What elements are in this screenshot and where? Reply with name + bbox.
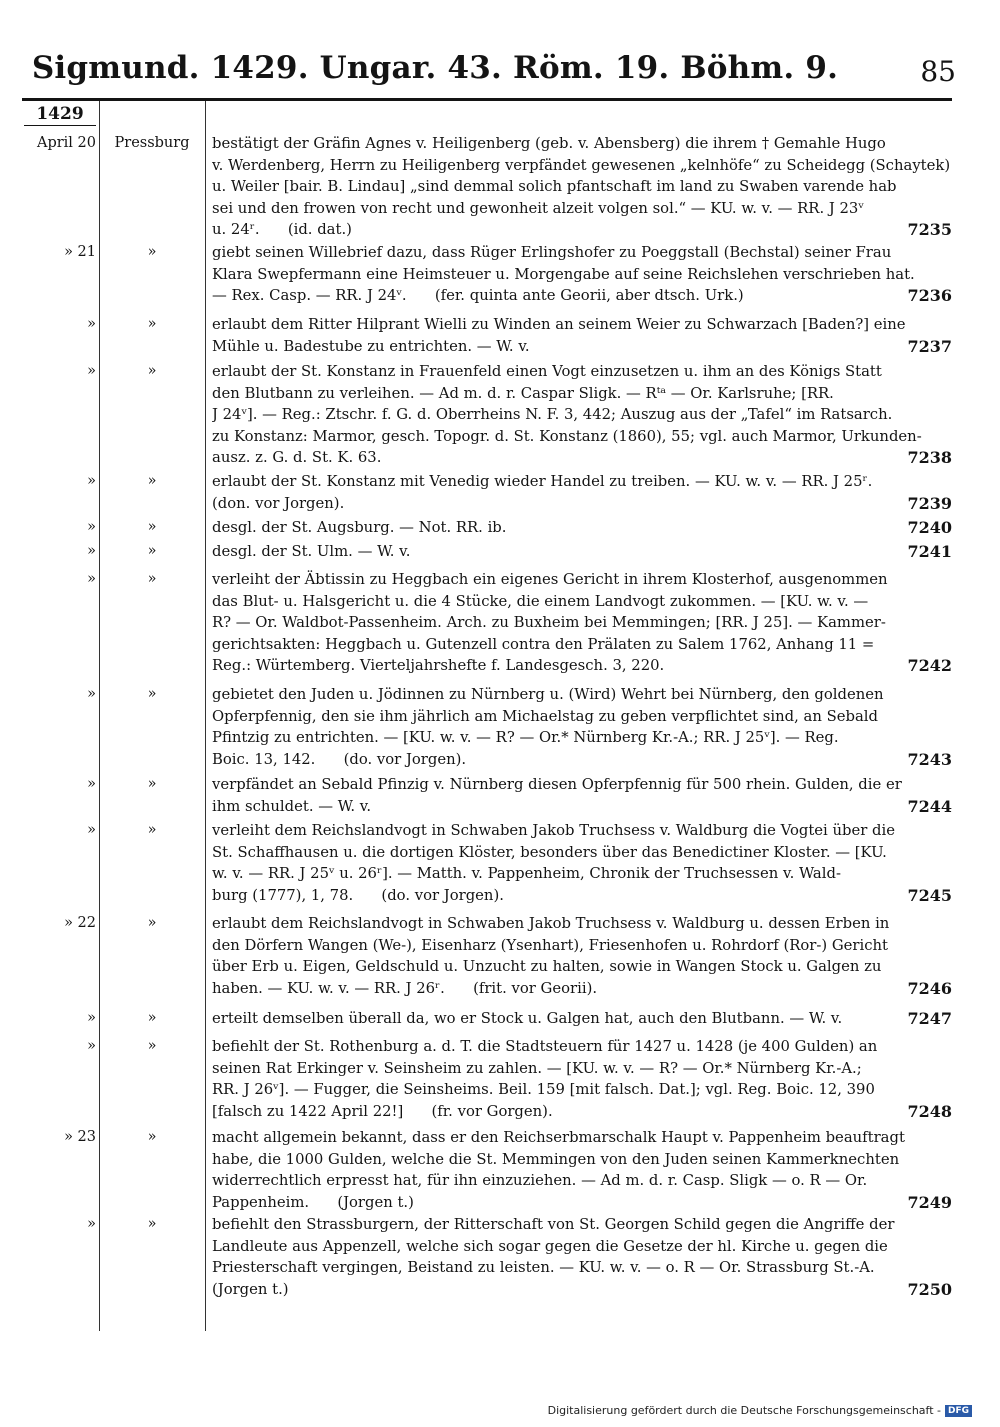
entry-line-text: u. Weiler [bair. B. Lindau] „sind demmal solich pfantschaft im land zu Swaben varende hab <box>212 178 897 196</box>
entry-line <box>212 1236 952 1258</box>
entry-line-text: Pfintzig zu entrichten. — [KU. w. v. — R? — Or.* Nürnberg Kr.-A.; RR. J 25ᵛ]. — Reg. <box>212 729 839 747</box>
entry-line-text: Klara Swepfermann eine Heimsteuer u. Morgengabe auf seine Reichslehen verschrieben hat. <box>212 265 915 283</box>
entry-number: 7250 <box>907 1279 952 1299</box>
entry-line-text: u. 24ʳ. (id. dat.) <box>212 221 352 239</box>
entry-line-text: Opferpfennig, den sie ihm jährlich am Michaelstag zu geben verpflichtet sind, an Sebald <box>212 707 878 725</box>
entry-line-text: Landleute aus Appenzell, welche sich sogar gegen die Gesetze der hl. Kirche u. gegen die <box>212 1237 888 1255</box>
entry-line-text: erteilt demselben überall da, wo er Stock u. Galgen hat, auch den Blutbann. — W. v. <box>212 1010 843 1027</box>
entry-text <box>212 1008 952 1030</box>
page-title: Sigmund. 1429. Ungar. 43. Röm. 19. Böhm. 9. <box>31 50 839 86</box>
entry-number: 7245 <box>907 885 952 905</box>
entry-place: » <box>147 1010 157 1026</box>
entry-place: » <box>147 1129 157 1145</box>
entry-line <box>212 1214 952 1236</box>
entry-line <box>212 285 952 307</box>
entry-line <box>212 1101 952 1123</box>
entry-line <box>212 314 952 336</box>
entry-number: 7238 <box>907 448 952 468</box>
entry-line-text: [falsch zu 1422 April 22!] (fr. vor Gorgen). <box>212 1102 553 1120</box>
entry-line <box>212 820 952 842</box>
entry-place: Pressburg <box>114 135 190 151</box>
entry-text <box>212 314 952 357</box>
entry-text <box>212 361 952 469</box>
entry-line-text: erlaubt der St. Konstanz mit Venedig wieder Handel zu treiben. — KU. w. v. — RR. J 25ʳ. <box>212 473 873 490</box>
footer-note <box>548 1404 972 1417</box>
entry-text <box>212 517 952 539</box>
entry-line-text: desgl. der St. Augsburg. — Not. RR. ib. <box>212 519 507 536</box>
entry-line-text: befiehlt den Strassburgern, der Ritterschaft von St. Georgen Schild gegen die Angriffe der <box>212 1216 895 1233</box>
entry-line-text: zu Konstanz: Marmor, gesch. Topogr. d. St. Konstanz (1860), 55; vgl. auch Marmor, Urkunden- <box>212 427 922 445</box>
entry-text <box>212 242 952 307</box>
entry-line-text: Pappenheim. (Jorgen t.) <box>212 1193 414 1211</box>
entry-line <box>212 978 952 1000</box>
column-divider-place <box>205 101 206 1331</box>
entry-text <box>212 774 952 817</box>
entry-line-text: Priesterschaft vergingen, Beistand zu leisten. — KU. w. v. — o. R — Or. Strassburg St.-A. <box>212 1259 875 1277</box>
entry-date: » <box>87 316 96 332</box>
entry-date: » <box>87 686 96 702</box>
entry-line <box>212 219 952 241</box>
entry-line <box>212 1257 952 1279</box>
entry-line-text: erlaubt der St. Konstanz in Frauenfeld einen Vogt einzusetzen u. ihm an des Königs Statt <box>212 363 882 380</box>
entry-line-text: gerichtsakten: Heggbach u. Gutenzell contra den Prälaten zu Salem 1762, Anhang 11 = <box>212 635 875 653</box>
entry-line-text: verleiht der Äbtissin zu Heggbach ein eigenes Gericht in ihrem Klosterhof, ausgenommen <box>212 571 888 588</box>
entry-line <box>212 749 952 771</box>
entry-line-text: ihm schuldet. — W. v. <box>212 797 372 815</box>
entry-line-text: über Erb u. Eigen, Geldschuld u. Unzucht zu halten, sowie in Wangen Stock u. Galgen zu <box>212 958 882 976</box>
entry-date: » <box>87 519 96 535</box>
entry-line <box>212 198 952 220</box>
entry-line-text: RR. J 26ᵛ]. — Fugger, die Seinsheims. Beil. 159 [mit falsch. Dat.]; vgl. Reg. Boic. 12, 390 <box>212 1081 875 1099</box>
entry-line-text: macht allgemein bekannt, dass er den Reichserbmarschalk Haupt v. Pappenheim beauftragt <box>212 1129 905 1146</box>
entry-line-text: St. Schaffhausen u. die dortigen Klöster, besonders über das Benedictiner Kloster. — [KU. <box>212 843 887 861</box>
entry-line <box>212 133 952 155</box>
entry-place: » <box>147 244 157 260</box>
entry-date: » 22 <box>64 915 96 931</box>
entry-line-text: J 24ᵛ]. — Reg.: Ztschr. f. G. d. Oberrheins N. F. 3, 442; Auszug aus der „Tafel“ im Ratsarch. <box>212 406 893 424</box>
entry-line-text: gebietet den Juden u. Jödinnen zu Nürnberg u. (Wird) Wehrt bei Nürnberg, den goldenen <box>212 686 884 703</box>
entry-place: » <box>147 543 157 559</box>
entry-place: » <box>147 822 157 838</box>
entry-text <box>212 1036 952 1122</box>
entry-number: 7239 <box>907 493 952 513</box>
entry-line-text: Reg.: Würtemberg. Vierteljahrshefte f. Landesgesch. 3, 220. <box>212 657 665 675</box>
entry-line-text: widerrechtlich erpresst hat, für ihn einzuziehen. — Ad m. d. r. Casp. Sligk — o. R — Or. <box>212 1172 868 1190</box>
entry-line-text: w. v. — RR. J 25ᵛ u. 26ʳ]. — Matth. v. Pappenheim, Chronik der Truchsessen v. Wald- <box>212 865 841 883</box>
entry-line <box>212 517 952 539</box>
entry-line <box>212 612 952 634</box>
entry-text <box>212 541 952 563</box>
entry-line <box>212 404 952 426</box>
entry-number: 7241 <box>907 542 952 561</box>
entry-number: 7246 <box>907 978 952 998</box>
entry-date: » <box>87 776 96 792</box>
entry-line-text: — Rex. Casp. — RR. J 24ᵛ. (fer. quinta ante Georii, aber dtsch. Urk.) <box>212 287 744 305</box>
entry-date: » <box>87 1038 96 1054</box>
entry-place: » <box>147 519 157 535</box>
entry-line <box>212 426 952 448</box>
footer-text: Digitalisierung gefördert durch die Deutsche Forschungsgemeinschaft - <box>547 1404 941 1417</box>
entry-number: 7247 <box>907 1009 952 1028</box>
entry-line <box>212 176 952 198</box>
entry-line <box>212 885 952 907</box>
entry-text <box>212 1214 952 1300</box>
entry-line <box>212 493 952 515</box>
entry-text <box>212 133 952 241</box>
entry-line <box>212 774 952 796</box>
entry-date: » <box>87 822 96 838</box>
entry-date: » 23 <box>64 1129 96 1145</box>
entry-line-text: habe, die 1000 Gulden, welche die St. Memmingen von den Juden seinen Kammerknechten <box>212 1150 900 1168</box>
entry-line <box>212 1079 952 1101</box>
entry-line <box>212 264 952 286</box>
entry-number: 7243 <box>907 749 952 769</box>
entry-date: » 21 <box>64 244 96 260</box>
entry-line <box>212 155 952 177</box>
entry-line-text: R? — Or. Waldbot-Passenheim. Arch. zu Buxheim bei Memmingen; [RR. J 25]. — Kammer- <box>212 614 886 632</box>
entry-line <box>212 1127 952 1149</box>
entry-line-text: (don. vor Jorgen). <box>212 494 345 512</box>
entry-line-text: den Blutbann zu verleihen. — Ad m. d. r. Caspar Sligk. — Rᵗᵃ — Or. Karlsruhe; [RR. <box>212 384 834 402</box>
entry-line <box>212 336 952 358</box>
entry-line <box>212 591 952 613</box>
entry-line <box>212 863 952 885</box>
entry-line <box>212 447 952 469</box>
entry-place: » <box>147 363 157 379</box>
entry-line-text: das Blut- u. Halsgericht u. die 4 Stücke, die einem Landvogt zukommen. — [KU. w. v. — <box>212 592 869 610</box>
entry-date: » <box>87 363 96 379</box>
header-rule <box>22 98 952 101</box>
entry-line-text: Boic. 13, 142. (do. vor Jorgen). <box>212 750 467 768</box>
entry-line <box>212 1058 952 1080</box>
entry-line <box>212 1279 952 1301</box>
entry-place: » <box>147 473 157 489</box>
entry-line <box>212 935 952 957</box>
year-heading: 1429 <box>24 104 96 126</box>
entry-line-text: desgl. der St. Ulm. — W. v. <box>212 543 411 560</box>
page-number: 85 <box>920 55 956 88</box>
entry-place: » <box>147 686 157 702</box>
entry-line <box>212 956 952 978</box>
entry-line <box>212 383 952 405</box>
entry-text <box>212 684 952 770</box>
entry-line <box>212 655 952 677</box>
entry-line <box>212 706 952 728</box>
entry-line-text: befiehlt der St. Rothenburg a. d. T. die Stadtsteuern für 1427 u. 1428 (je 400 Gulden) an <box>212 1038 878 1055</box>
entry-place: » <box>147 316 157 332</box>
entry-line <box>212 569 952 591</box>
entry-line <box>212 796 952 818</box>
entry-line-text: Mühle u. Badestube zu entrichten. — W. v. <box>212 337 530 355</box>
entry-date: April 20 <box>36 135 96 151</box>
entry-line-text: verpfändet an Sebald Pfinzig v. Nürnberg diesen Opferpfennig für 500 rhein. Gulden, die er <box>212 776 902 793</box>
entry-place: » <box>147 571 157 587</box>
entry-text <box>212 471 952 514</box>
entry-place: » <box>147 915 157 931</box>
entry-number: 7249 <box>907 1192 952 1212</box>
entry-line <box>212 842 952 864</box>
entry-text <box>212 820 952 906</box>
entry-line-text: ausz. z. G. d. St. K. 63. <box>212 449 382 467</box>
entry-line <box>212 634 952 656</box>
entry-date: » <box>87 543 96 559</box>
entry-number: 7236 <box>907 286 952 306</box>
entry-line <box>212 727 952 749</box>
entry-text <box>212 1127 952 1213</box>
entry-line <box>212 1192 952 1214</box>
entry-line <box>212 242 952 264</box>
entry-date: » <box>87 571 96 587</box>
entry-line-text: den Dörfern Wangen (We-), Eisenharz (Ysenhart), Friesenhofen u. Rohrdorf (Ror-) Gericht <box>212 936 888 954</box>
entry-line <box>212 1036 952 1058</box>
entry-number: 7242 <box>907 656 952 676</box>
entry-line-text: erlaubt dem Reichslandvogt in Schwaben Jakob Truchsess v. Waldburg u. dessen Erben in <box>212 915 890 932</box>
entry-line <box>212 1008 952 1030</box>
entry-line-text: erlaubt dem Ritter Hilprant Wielli zu Winden an seinem Weier zu Schwarzach [Baden?] eine <box>212 316 906 333</box>
entry-line-text: seinen Rat Erkinger v. Seinsheim zu zahlen. — [KU. w. v. — R? — Or.* Nürnberg Kr.-A.; <box>212 1059 862 1077</box>
entry-line-text: (Jorgen t.) <box>212 1280 289 1298</box>
entry-date: » <box>87 1010 96 1026</box>
entry-line-text: haben. — KU. w. v. — RR. J 26ʳ. (frit. vor Georii). <box>212 979 598 997</box>
entry-date: » <box>87 1216 96 1232</box>
entry-line-text: giebt seinen Willebrief dazu, dass Rüger Erlingshofer zu Poeggstall (Bechstal) seiner Frau <box>212 244 892 261</box>
entry-line <box>212 361 952 383</box>
entry-place: » <box>147 1216 157 1232</box>
entry-line-text: bestätigt der Gräfin Agnes v. Heiligenberg (geb. v. Abensberg) die ihrem † Gemahle Hugo <box>212 135 886 152</box>
entry-place: » <box>147 776 157 792</box>
entry-text <box>212 569 952 677</box>
entry-line <box>212 541 952 563</box>
entry-line <box>212 684 952 706</box>
entry-line <box>212 1149 952 1171</box>
entry-line <box>212 913 952 935</box>
entry-date: » <box>87 473 96 489</box>
entry-line <box>212 471 952 493</box>
entry-line <box>212 1170 952 1192</box>
entry-line-text: v. Werdenberg, Herrn zu Heiligenberg verpfändet gewesenen „kelnhöfe“ zu Scheidegg (Schaytek) <box>212 156 951 174</box>
entry-number: 7237 <box>907 336 952 356</box>
entry-number: 7235 <box>907 220 952 240</box>
entry-place: » <box>147 1038 157 1054</box>
entry-line-text: verleiht dem Reichslandvogt in Schwaben Jakob Truchsess v. Waldburg die Vogtei über die <box>212 822 895 839</box>
entry-text <box>212 913 952 999</box>
dfg-logo: DFG <box>945 1405 972 1417</box>
entry-number: 7244 <box>907 796 952 816</box>
entry-number: 7240 <box>907 518 952 537</box>
entry-line-text: burg (1777), 1, 78. (do. vor Jorgen). <box>212 886 504 904</box>
entry-number: 7248 <box>907 1101 952 1121</box>
entry-line-text: sei und den frowen von recht und gewonheit alzeit volgen sol.“ — KU. w. v. — RR. J 23ᵛ <box>212 199 864 217</box>
column-divider-date <box>99 101 100 1331</box>
